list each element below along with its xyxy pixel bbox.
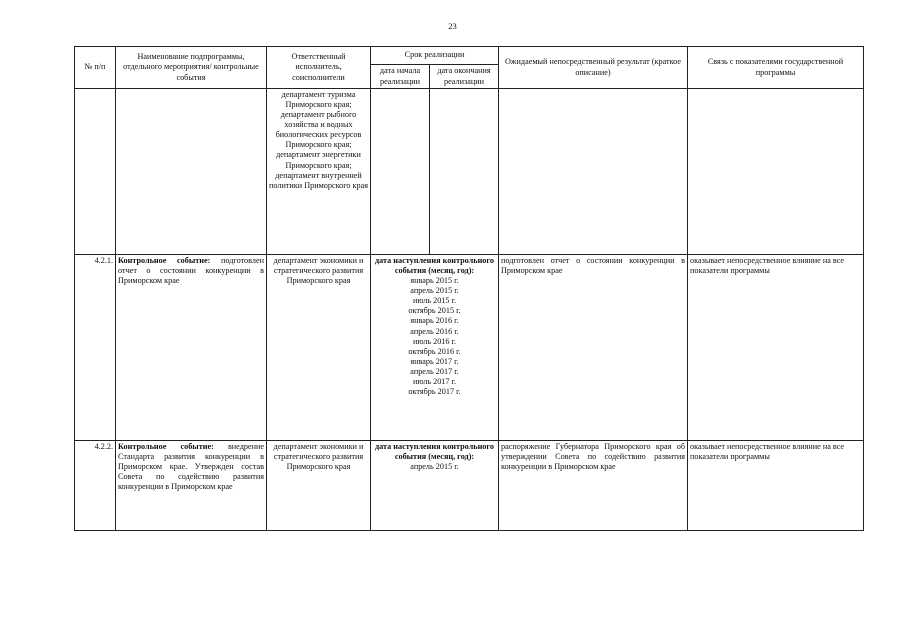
- cont-start-cell: [371, 89, 430, 255]
- date-item: апрель 2015 г.: [410, 286, 459, 296]
- date-item: январь 2016 г.: [410, 316, 459, 326]
- header-term: Срок реализации: [371, 47, 499, 65]
- event-text: внедрение Стандарта развития конкуренции в Приморском крае. Утвержден состав Совета по содействию развития конкуренции в Приморском крае: [118, 442, 265, 492]
- cont-num-cell: [75, 89, 116, 255]
- table-row-continued: [75, 89, 864, 255]
- date-item: июль 2017 г.: [412, 376, 457, 386]
- row-number: 4.2.2.: [75, 441, 116, 531]
- page-number: 23: [448, 21, 457, 31]
- date-cell: [371, 441, 499, 531]
- header-link: Связь с показателями государственной программы: [688, 47, 864, 89]
- date-item: июль 2015 г.: [412, 296, 457, 306]
- responsible-internal-policy: департамент внутренней политики Приморского края: [269, 170, 369, 190]
- event-label: Контрольное событие:: [118, 442, 214, 451]
- event-cell: [116, 255, 267, 441]
- date-item: апрель 2017 г.: [410, 366, 459, 376]
- program-table: [74, 46, 864, 531]
- date-cell: [371, 255, 499, 441]
- table-row-4-2-2: [75, 441, 864, 531]
- event-text: подготовлен отчет о состоянии конкуренции в Приморском крае: [118, 256, 264, 286]
- link-cell: оказывает непосредственное влияние на все показатели программы: [688, 441, 864, 531]
- date-item: январь 2017 г.: [410, 356, 459, 366]
- header-num: № п/п: [75, 47, 116, 89]
- header-result: Ожидаемый непосредственный результат (краткое описание): [499, 47, 688, 89]
- date-item: апрель 2015 г.: [410, 462, 459, 472]
- date-item: июль 2016 г.: [412, 336, 457, 346]
- cont-result-cell: [499, 89, 688, 255]
- date-item: январь 2015 г.: [410, 276, 459, 286]
- cont-name-cell: [116, 89, 267, 255]
- result-cell: распоряжение Губернатора Приморского края об утверждении Совета по содействию развития конкуренции в Приморском крае: [499, 441, 688, 531]
- cont-link-cell: [688, 89, 864, 255]
- date-item: апрель 2016 г.: [410, 326, 459, 336]
- cont-end-cell: [430, 89, 499, 255]
- event-cell: [116, 441, 267, 531]
- event-label: Контрольное событие:: [118, 256, 211, 265]
- date-item: октябрь 2017 г.: [408, 387, 461, 397]
- responsible-fisheries: департамент рыбного хозяйства и водных биологических ресурсов Приморского края;: [275, 110, 362, 150]
- responsible-energy: департамент энергетики Приморского края;: [276, 150, 361, 170]
- row-number: 4.2.1.: [75, 255, 116, 441]
- header-start: дата начала реализации: [371, 65, 430, 89]
- responsible-tourism: департамент туризма Приморского края;: [281, 90, 356, 110]
- table-row-4-2-1: [75, 255, 864, 441]
- date-label: дата наступления контрольного события (месяц, год):: [374, 256, 495, 276]
- cont-responsible-cell: [267, 89, 371, 255]
- header-end: дата окончания реализации: [430, 65, 499, 89]
- responsible-cell: департамент экономики и стратегического развития Приморского края: [267, 255, 371, 441]
- header-responsible: Ответственный исполнитель, соисполнители: [267, 47, 371, 89]
- date-item: октябрь 2015 г.: [408, 306, 461, 316]
- date-item: октябрь 2016 г.: [408, 346, 461, 356]
- result-cell: подготовлен отчет о состоянии конкуренции в Приморском крае: [499, 255, 688, 441]
- link-cell: оказывает непосредственное влияние на все показатели программы: [688, 255, 864, 441]
- date-label: дата наступления контрольного события (месяц, год):: [374, 442, 495, 462]
- responsible-cell: департамент экономики и стратегического развития Приморского края: [267, 441, 371, 531]
- header-name: Наименование подпрограммы, отдельного мероприятия/ контрольные события: [116, 47, 267, 89]
